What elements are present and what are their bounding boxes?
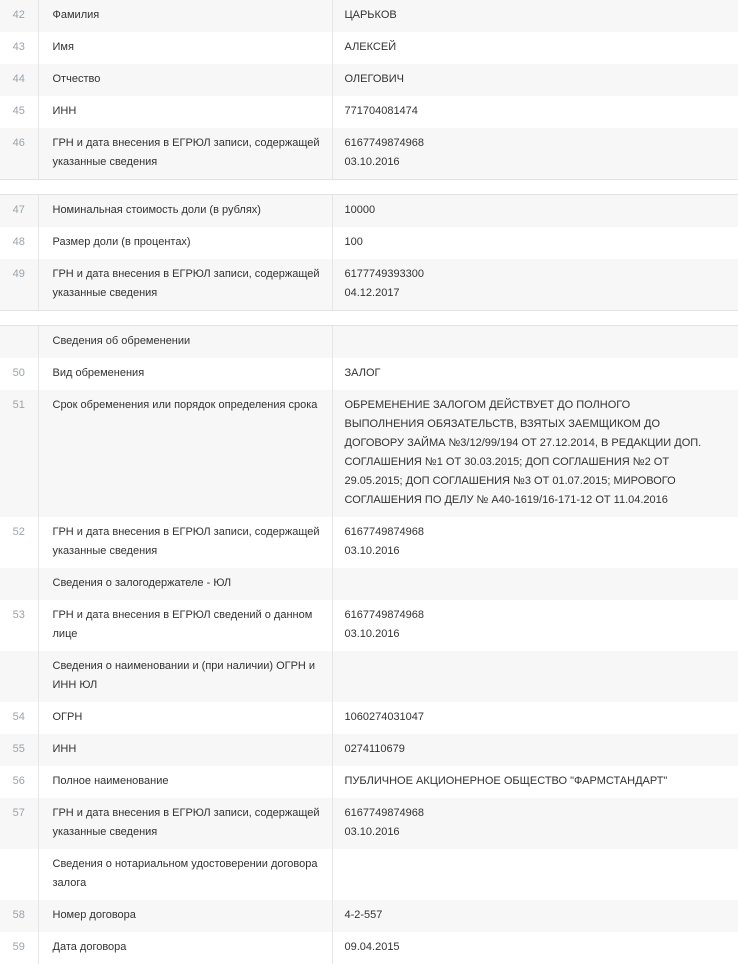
table-row bbox=[0, 128, 738, 180]
field-label: Сведения о залогодержателе - ЮЛ bbox=[38, 568, 332, 600]
table-row bbox=[0, 900, 738, 932]
table-row bbox=[0, 734, 738, 766]
field-label: Размер доли (в процентах) bbox=[38, 227, 332, 259]
table-row bbox=[0, 0, 738, 32]
table-row bbox=[0, 32, 738, 64]
field-value-line: АЛЕКСЕЙ bbox=[344, 41, 397, 53]
field-value bbox=[332, 326, 738, 359]
field-label: Фамилия bbox=[38, 0, 332, 32]
field-value bbox=[332, 128, 738, 180]
row-number bbox=[0, 326, 38, 359]
row-number: 50 bbox=[0, 358, 38, 390]
field-value-line: 10000 bbox=[344, 204, 376, 216]
field-label: ГРН и дата внесения в ЕГРЮЛ записи, содержащей указанные сведения bbox=[38, 798, 332, 849]
row-number: 48 bbox=[0, 227, 38, 259]
row-number: 46 bbox=[0, 128, 38, 180]
field-value-line: 6167749874968 bbox=[344, 526, 425, 538]
field-label: Полное наименование bbox=[38, 766, 332, 798]
field-value-line: 771704081474 bbox=[344, 105, 418, 117]
field-label: Сведения о наименовании и (при наличии) ОГРН и ИНН ЮЛ bbox=[38, 651, 332, 702]
table-row bbox=[0, 326, 738, 359]
field-value bbox=[332, 932, 738, 964]
table-row bbox=[0, 600, 738, 651]
field-label: Номер договора bbox=[38, 900, 332, 932]
field-label: ГРН и дата внесения в ЕГРЮЛ записи, содержащей указанные сведения bbox=[38, 128, 332, 180]
field-value bbox=[332, 766, 738, 798]
field-value-line: 0274110679 bbox=[344, 743, 405, 755]
table-row bbox=[0, 259, 738, 311]
table-row bbox=[0, 702, 738, 734]
field-value bbox=[332, 96, 738, 128]
row-number: 42 bbox=[0, 0, 38, 32]
field-value bbox=[332, 0, 738, 32]
field-value bbox=[332, 32, 738, 64]
field-label: Сведения об обременении bbox=[38, 326, 332, 359]
field-value-line: 03.10.2016 bbox=[344, 545, 400, 557]
table-row bbox=[0, 195, 738, 228]
field-label: Срок обременения или порядок определения срока bbox=[38, 390, 332, 517]
field-value bbox=[332, 702, 738, 734]
table-row bbox=[0, 568, 738, 600]
field-value bbox=[332, 358, 738, 390]
field-value-line: 03.10.2016 bbox=[344, 156, 400, 168]
field-value-line: 100 bbox=[344, 236, 363, 248]
section-divider bbox=[0, 311, 738, 326]
field-value-line: ОБРЕМЕНЕНИЕ ЗАЛОГОМ ДЕЙСТВУЕТ ДО ПОЛНОГО ВЫПОЛНЕНИЯ ОБЯЗАТЕЛЬСТВ, ВЗЯТЫХ ЗАЕМЩИКОМ ДО ДОГОВОРУ ЗАЙМА №3/12/99/194 ОТ 27.12.2014, В РЕДАКЦИИ ДОП. СОГЛАШЕНИЯ №1 ОТ 30.03.2015; ДОП СОГЛАШЕНИЯ №2 ОТ 29.05.2015; ДОП СОГЛАШЕНИЯ №3 ОТ 01.07.2015; МИРОВОГО СОГЛАШЕНИЯ ПО ДЕЛУ № А40-1619/16-171-12 ОТ 11.04.2016 bbox=[344, 399, 702, 506]
field-value bbox=[332, 600, 738, 651]
table-row bbox=[0, 358, 738, 390]
field-value-line: 09.04.2015 bbox=[344, 941, 400, 953]
field-value-line: 03.10.2016 bbox=[344, 826, 400, 838]
field-value-line: 6167749874968 bbox=[344, 137, 425, 149]
row-number: 57 bbox=[0, 798, 38, 849]
field-value bbox=[332, 849, 738, 900]
field-label: ИНН bbox=[38, 96, 332, 128]
field-label: ГРН и дата внесения в ЕГРЮЛ записи, содержащей указанные сведения bbox=[38, 259, 332, 311]
field-label: Сведения о нотариальном удостоверении договора залога bbox=[38, 849, 332, 900]
row-number: 43 bbox=[0, 32, 38, 64]
table-row bbox=[0, 932, 738, 964]
field-value-line: 4-2-557 bbox=[344, 909, 383, 921]
field-value bbox=[332, 195, 738, 228]
field-label: ГРН и дата внесения в ЕГРЮЛ записи, содержащей указанные сведения bbox=[38, 517, 332, 568]
row-number: 59 bbox=[0, 932, 38, 964]
row-number: 55 bbox=[0, 734, 38, 766]
table-row bbox=[0, 390, 738, 517]
field-label: Вид обременения bbox=[38, 358, 332, 390]
row-number: 56 bbox=[0, 766, 38, 798]
field-value bbox=[332, 734, 738, 766]
table-row bbox=[0, 766, 738, 798]
row-number bbox=[0, 849, 38, 900]
field-value-line: ЗАЛОГ bbox=[344, 367, 381, 379]
table-row bbox=[0, 651, 738, 702]
section-divider-cell bbox=[0, 311, 738, 326]
field-value bbox=[332, 798, 738, 849]
row-number: 51 bbox=[0, 390, 38, 517]
table-row bbox=[0, 517, 738, 568]
field-value-line: 1060274031047 bbox=[344, 711, 425, 723]
section-divider-cell bbox=[0, 180, 738, 195]
section-divider bbox=[0, 180, 738, 195]
row-number: 53 bbox=[0, 600, 38, 651]
table-row bbox=[0, 64, 738, 96]
field-value bbox=[332, 390, 738, 517]
field-value-line: 6167749874968 bbox=[344, 609, 425, 621]
table-row bbox=[0, 849, 738, 900]
field-value bbox=[332, 651, 738, 702]
field-label: Имя bbox=[38, 32, 332, 64]
field-value-line: 6167749874968 bbox=[344, 807, 425, 819]
table-row bbox=[0, 227, 738, 259]
field-value-line: 04.12.2017 bbox=[344, 287, 400, 299]
field-label: ГРН и дата внесения в ЕГРЮЛ сведений о данном лице bbox=[38, 600, 332, 651]
field-value-line: ОЛЕГОВИЧ bbox=[344, 73, 404, 85]
row-number bbox=[0, 568, 38, 600]
field-value-line: ЦАРЬКОВ bbox=[344, 9, 397, 21]
table-row bbox=[0, 96, 738, 128]
field-value bbox=[332, 227, 738, 259]
row-number: 44 bbox=[0, 64, 38, 96]
row-number bbox=[0, 651, 38, 702]
field-label: ИНН bbox=[38, 734, 332, 766]
field-value bbox=[332, 64, 738, 96]
field-label: Дата договора bbox=[38, 932, 332, 964]
field-label: Отчество bbox=[38, 64, 332, 96]
field-value bbox=[332, 517, 738, 568]
field-value-line: 03.10.2016 bbox=[344, 628, 400, 640]
row-number: 54 bbox=[0, 702, 38, 734]
field-value-line: 6177749393300 bbox=[344, 268, 425, 280]
row-number: 47 bbox=[0, 195, 38, 228]
field-value bbox=[332, 900, 738, 932]
row-number: 49 bbox=[0, 259, 38, 311]
field-label: Номинальная стоимость доли (в рублях) bbox=[38, 195, 332, 228]
table-row bbox=[0, 798, 738, 849]
row-number: 45 bbox=[0, 96, 38, 128]
field-value-line: ПУБЛИЧНОЕ АКЦИОНЕРНОЕ ОБЩЕСТВО "ФАРМСТАНДАРТ" bbox=[344, 775, 668, 787]
row-number: 58 bbox=[0, 900, 38, 932]
row-number: 52 bbox=[0, 517, 38, 568]
field-value bbox=[332, 568, 738, 600]
field-label: ОГРН bbox=[38, 702, 332, 734]
field-value bbox=[332, 259, 738, 311]
